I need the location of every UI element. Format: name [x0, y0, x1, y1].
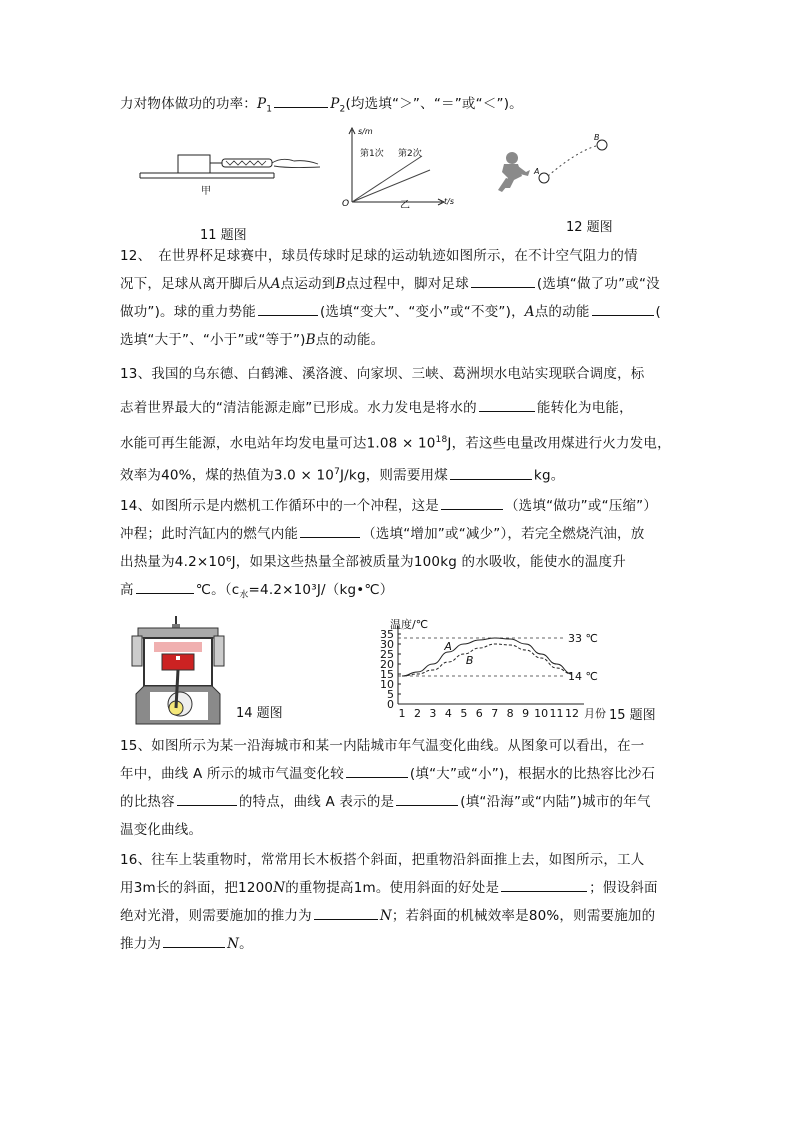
- q14-text-2b: （选填“增加”或“减少”），若完全燃烧汽油，放: [362, 526, 645, 542]
- q14-line-4: [120, 580, 393, 606]
- q13-line-4: [120, 462, 564, 486]
- q13-exp-7: 7: [334, 467, 340, 477]
- y-tick-label: 35: [380, 628, 394, 641]
- fig15-xlabel: 月份: [584, 707, 606, 720]
- q15-text-3a: 的比热容: [120, 794, 175, 810]
- q11-tail-line: [120, 94, 523, 120]
- q16-blank-2[interactable]: [314, 906, 378, 920]
- fig15-ylabel: 温度/℃: [390, 618, 429, 631]
- q13-text-4c: kg。: [533, 467, 565, 484]
- q16-line-3: [120, 906, 655, 926]
- series-label-B: B: [465, 654, 474, 667]
- x-tick-label: 7: [491, 707, 499, 720]
- q12-text-4b: 点的动能。: [315, 332, 385, 348]
- x-tick-label: 8: [506, 707, 514, 720]
- q16-text-2a: 用3m长的斜面，把1200: [120, 880, 274, 896]
- q14-line-2: [120, 524, 644, 544]
- q14-text-4b: ℃。（c: [195, 582, 240, 598]
- reference-label: 33 ℃: [568, 632, 598, 645]
- q13-exp-18: 18: [435, 435, 448, 445]
- q14-line-1: [120, 496, 657, 516]
- y-tick-label: 10: [380, 678, 394, 691]
- q14-text-1b: （选填“做功”或“压缩”）: [504, 498, 658, 514]
- q16-blank-3[interactable]: [163, 934, 225, 948]
- q13-text-3a: 水能可再生能源，水电站年均发电量可达1.08 × 10: [120, 435, 436, 452]
- q16-text-4a: 推力为: [120, 936, 162, 952]
- q16-line-1: [120, 850, 644, 870]
- q16-text-3b: ；若斜面的机械效率是80%，则需要施加的: [391, 908, 656, 924]
- q13-line-1: [120, 364, 644, 384]
- q12-line-2: [120, 274, 660, 294]
- fig11-origin: O: [342, 199, 350, 208]
- y-tick-label: 5: [387, 688, 394, 701]
- q16-text-2b: 的重物提高1m。使用斜面的好处是: [285, 880, 500, 896]
- q12-text-1: 12、 在世界杯足球赛中，球员传球时足球的运动轨迹如图所示，在不计空气阻力的情: [120, 248, 638, 264]
- q15-text-2a: 年中，曲线 A 所示的城市气温变化较: [120, 766, 344, 782]
- ball-at-A: [539, 173, 549, 183]
- q12-line-3: [120, 302, 661, 322]
- y-tick-label: 25: [380, 648, 394, 661]
- series-line-A: [402, 638, 572, 676]
- q12-text-3c: 点的动能: [534, 304, 590, 320]
- y-tick-label: 20: [380, 658, 394, 671]
- fig11-xlabel: t/s: [444, 197, 454, 206]
- fig11-jia-label: 甲: [201, 186, 211, 196]
- q12-line-1: [120, 246, 638, 266]
- q14-line-3: [120, 552, 626, 572]
- q16-text-4b: 。: [239, 936, 253, 952]
- q13-line-3: [120, 430, 671, 454]
- fig11-line-2: [352, 170, 430, 202]
- q12-text-3d: (: [655, 304, 661, 320]
- q14-text-4a: 高: [120, 582, 134, 598]
- q13-text-1: 13、我国的乌东德、白鹤滩、溪洛渡、向家坝、三峡、葛洲坝水电站实现联合调度，标: [120, 366, 645, 382]
- q15-line-4: [120, 820, 202, 840]
- q12-text-2d: (选填“做了功”或“没: [536, 276, 660, 292]
- fig12-point-b: B: [594, 133, 600, 142]
- q16-line-4: [120, 934, 253, 954]
- fig11-jia: [138, 148, 328, 196]
- q11-answer-blank[interactable]: [274, 94, 328, 108]
- q14-sub-water: 水: [239, 590, 249, 601]
- fig11-yi-label: 乙: [400, 200, 410, 208]
- x-tick-label: 5: [460, 707, 468, 720]
- fig12-caption: 12 题图: [566, 220, 613, 235]
- fig11-line1-label: 第1次: [360, 149, 384, 159]
- q12-blank-2[interactable]: [258, 302, 318, 316]
- q13-line-2: [120, 398, 633, 418]
- fig15-temperature-chart: [360, 612, 610, 722]
- q15-blank-3[interactable]: [396, 792, 458, 806]
- q14-blank-2[interactable]: [300, 524, 360, 538]
- fig15-series: [402, 638, 572, 676]
- q15-text-2b: (填“大”或“小”)，根据水的比热容比沙石: [409, 766, 656, 782]
- y-tick-label: 15: [380, 668, 394, 681]
- q13-text-2b: 能转化为电能，: [536, 400, 633, 416]
- q13-blank-1[interactable]: [479, 398, 535, 412]
- x-tick-label: 12: [565, 707, 579, 720]
- x-tick-label: 1: [398, 707, 406, 720]
- p2-symbol: P: [330, 96, 340, 112]
- q13-text-3b: J，若这些电量改用煤进行火力发电，: [447, 435, 671, 452]
- unit-n-2: N: [379, 908, 392, 924]
- fig15-x-ticks: [399, 707, 580, 720]
- fig15-reference-lines: [398, 632, 598, 683]
- series-line-B: [402, 644, 572, 676]
- point-a-ref: A: [270, 276, 281, 292]
- fig11-ylabel: s/m: [358, 127, 373, 136]
- fig11-yi: [338, 124, 468, 208]
- point-b-ref: B: [335, 276, 346, 292]
- q16-text-2c: ；假设斜面: [589, 880, 658, 896]
- x-tick-label: 9: [522, 707, 530, 720]
- q14-text-4c: =4.2×10³J/（kg•℃）: [248, 582, 394, 598]
- x-tick-label: 6: [475, 707, 483, 720]
- q14-blank-3[interactable]: [136, 580, 194, 594]
- x-tick-label: 10: [534, 707, 549, 720]
- q13-blank-2[interactable]: [450, 466, 532, 480]
- ball-trajectory: [548, 146, 596, 176]
- player-icon: [498, 152, 530, 192]
- fig14-caption: 14 题图: [236, 706, 283, 721]
- q16-blank-1[interactable]: [501, 878, 587, 892]
- q12-text-2a: 况下，足球从离开脚后从: [120, 276, 271, 292]
- q12-text-2c: 点过程中，脚对足球: [345, 276, 469, 292]
- x-tick-label: 11: [549, 707, 564, 720]
- q16-line-2: [120, 878, 658, 898]
- y-tick-label: 30: [380, 638, 394, 651]
- q13-text-4b: J/kg，则需要用煤: [340, 467, 448, 484]
- q15-text-3c: (填“沿海”或“内陆”)城市的年气: [460, 794, 651, 810]
- p2-subscript: 2: [339, 104, 346, 115]
- x-tick-label: 4: [444, 707, 452, 720]
- q14-text-3: 出热量为4.2×10⁶J，如果这些热量全部被质量为100kg 的水吸收，能使水的温度升: [120, 554, 626, 570]
- x-tick-label: 3: [429, 707, 437, 720]
- q12-blank-3[interactable]: [592, 302, 654, 316]
- q12-text-4a: 选填“大于”、“小于”或“等于”): [120, 332, 306, 348]
- q12-blank-1[interactable]: [471, 274, 535, 288]
- q15-line-3: [120, 792, 651, 812]
- q13-text-2a: 志着世界最大的“清洁能源走廊”已形成。水力发电是将水的: [120, 400, 477, 416]
- q15-line-1: [120, 736, 644, 756]
- point-a-ref-2: A: [524, 304, 535, 320]
- fig11-line-1: [352, 156, 422, 202]
- q15-text-3b: 的特点，曲线 A 表示的是: [238, 794, 395, 810]
- y-tick-label: 0: [387, 698, 394, 711]
- series-label-A: A: [444, 640, 452, 653]
- q15-line-2: [120, 764, 655, 784]
- q15-text-1: 15、如图所示为某一沿海城市和某一内陆城市年气温变化曲线。从图象可以看出，在一: [120, 738, 645, 754]
- q15-text-4: 温变化曲线。: [120, 822, 203, 838]
- q15-blank-2[interactable]: [177, 792, 237, 806]
- q11-text-a: 力对物体做功的功率：: [120, 96, 257, 112]
- fig11-line2-label: 第2次: [398, 149, 422, 159]
- fig11-caption: 11 题图: [200, 228, 247, 243]
- q14-text-1a: 14、如图所示是内燃机工作循环中的一个冲程，这是: [120, 498, 439, 514]
- p1-symbol: P: [257, 96, 267, 112]
- q13-text-4a: 效率为40%，煤的热值为3.0 × 10: [120, 467, 335, 484]
- fig15-caption: 15 题图: [609, 708, 656, 723]
- q12-text-3a: 做功”)。球的重力势能: [120, 304, 256, 320]
- fig12-point-a: A: [534, 167, 540, 176]
- q14-blank-1[interactable]: [441, 496, 503, 510]
- q14-text-2a: 冲程；此时汽缸内的燃气内能: [120, 526, 299, 542]
- p1-subscript: 1: [266, 104, 273, 115]
- q15-blank-1[interactable]: [346, 764, 408, 778]
- fig14-engine-diagram: [128, 616, 228, 728]
- q16-text-3a: 绝对光滑，则需要施加的推力为: [120, 908, 312, 924]
- unit-n-1: N: [273, 880, 286, 896]
- q11-text-b: (均选填“＞”、“＝”或“＜”)。: [345, 96, 523, 112]
- q12-text-2b: 点运动到: [280, 276, 336, 292]
- reference-label: 14 ℃: [568, 670, 598, 683]
- fig12-football: [492, 132, 622, 196]
- point-b-ref-2: B: [305, 332, 316, 348]
- unit-n-3: N: [227, 936, 240, 952]
- q12-line-4: [120, 330, 384, 350]
- q16-text-1: 16、往车上装重物时，常常用长木板搭个斜面，把重物沿斜面推上去，如图所示，工人: [120, 852, 645, 868]
- x-tick-label: 2: [413, 707, 421, 720]
- q12-text-3b: (选填“变大”、“变小”或“不变”)，: [319, 304, 525, 320]
